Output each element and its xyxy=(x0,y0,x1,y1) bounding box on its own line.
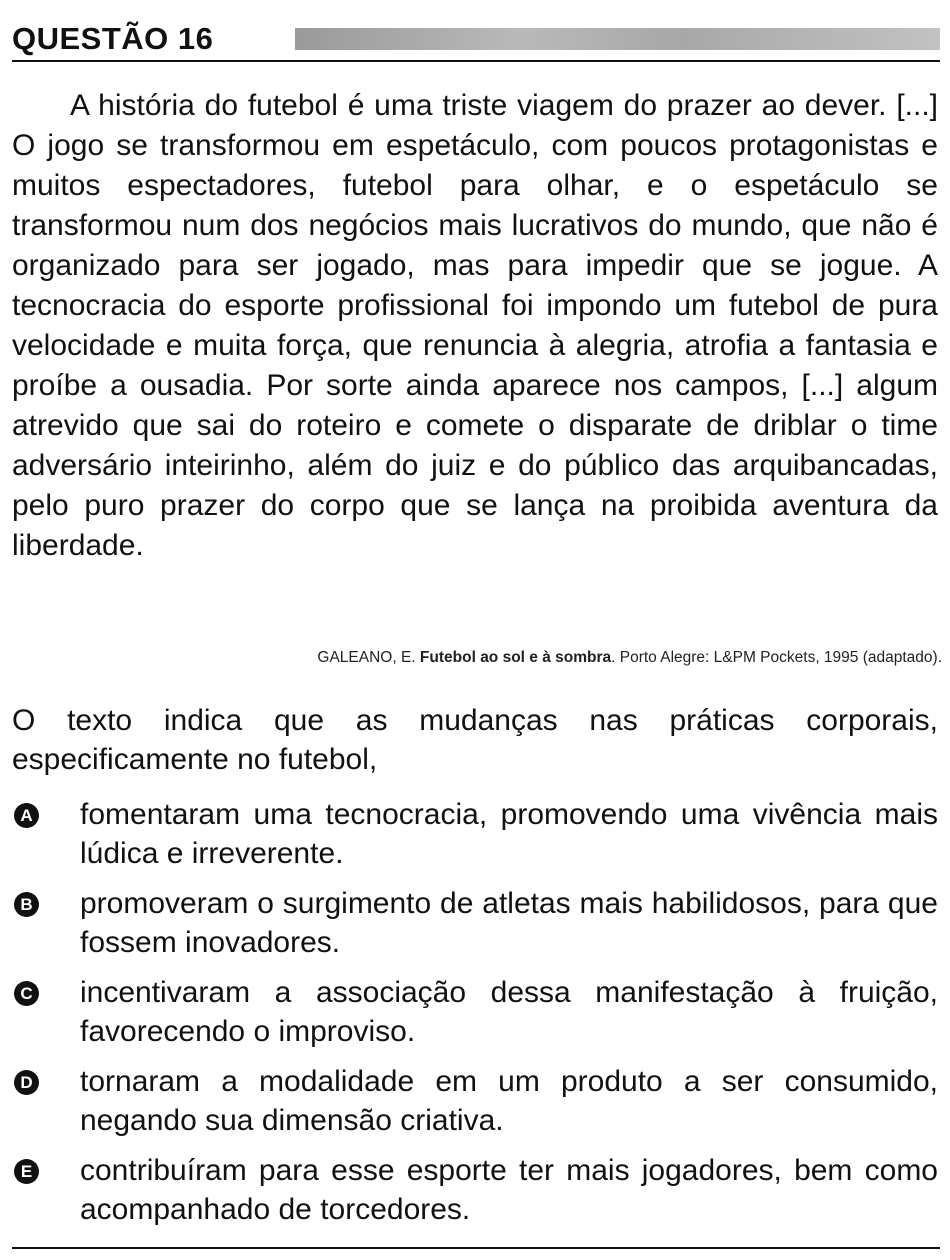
option-c[interactable] xyxy=(12,973,938,1051)
option-b-letter-badge: B xyxy=(14,892,39,917)
option-c-letter-badge: C xyxy=(14,981,39,1006)
option-e[interactable] xyxy=(12,1151,938,1229)
option-e-text: contribuíram para esse esporte ter mais jogadores, bem como acompanhado de torcedores. xyxy=(80,1154,938,1226)
option-d-letter-badge: D xyxy=(14,1070,39,1095)
passage-text: A história do futebol é uma triste viagem do prazer ao dever. [...] O jogo se transformou em espetáculo, com poucos protagonistas e muitos espectadores, futebol para olhar, e o espetáculo se transformou num dos negócios mais lucrativos do mundo, que não é organizado para ser jogado, mas para impedir que se jogue. A tecnocracia do esporte profissional foi impondo um futebol de pura velocidade e muita força, que renuncia à alegria, atrofia a fantasia e proíbe a ousadia. Por sorte ainda aparece nos campos, [...] algum atrevido que sai do roteiro e comete o disparate de driblar o time adversário inteirinho, além do juiz e do público das arquibancadas, pelo puro prazer do corpo que se lança na proibida aventura da liberdade. xyxy=(12,89,938,562)
citation-work-title: Futebol ao sol e à sombra xyxy=(419,649,612,666)
citation-author: GALEANO, E. xyxy=(317,649,420,666)
footer-divider xyxy=(12,1247,940,1249)
option-a-letter-badge: A xyxy=(14,803,39,828)
question-title: QUESTÃO 16 xyxy=(12,21,214,56)
header-decorative-bar xyxy=(295,28,940,50)
question-stem: O texto indica que as mudanças nas práticas corporais, especificamente no futebol, xyxy=(12,704,938,776)
option-a[interactable] xyxy=(12,795,938,873)
option-b[interactable] xyxy=(12,884,938,962)
option-d[interactable] xyxy=(12,1062,938,1140)
option-d-text: tornaram a modalidade em um produto a ser consumido, negando sua dimensão criativa. xyxy=(80,1065,938,1137)
option-a-text: fomentaram uma tecnocracia, promovendo uma vivência mais lúdica e irreverente. xyxy=(80,798,938,870)
option-c-text: incentivaram a associação dessa manifestação à fruição, favorecendo o improviso. xyxy=(80,976,938,1048)
option-b-text: promoveram o surgimento de atletas mais habilidosos, para que fossem inovadores. xyxy=(80,887,938,959)
option-e-letter-badge: E xyxy=(14,1159,39,1184)
answer-options xyxy=(12,795,938,1240)
header-divider xyxy=(12,60,940,62)
citation-publication: . Porto Alegre: L&PM Pockets, 1995 (adaptado). xyxy=(611,649,942,666)
passage-citation xyxy=(317,648,942,668)
question-header xyxy=(12,20,942,62)
